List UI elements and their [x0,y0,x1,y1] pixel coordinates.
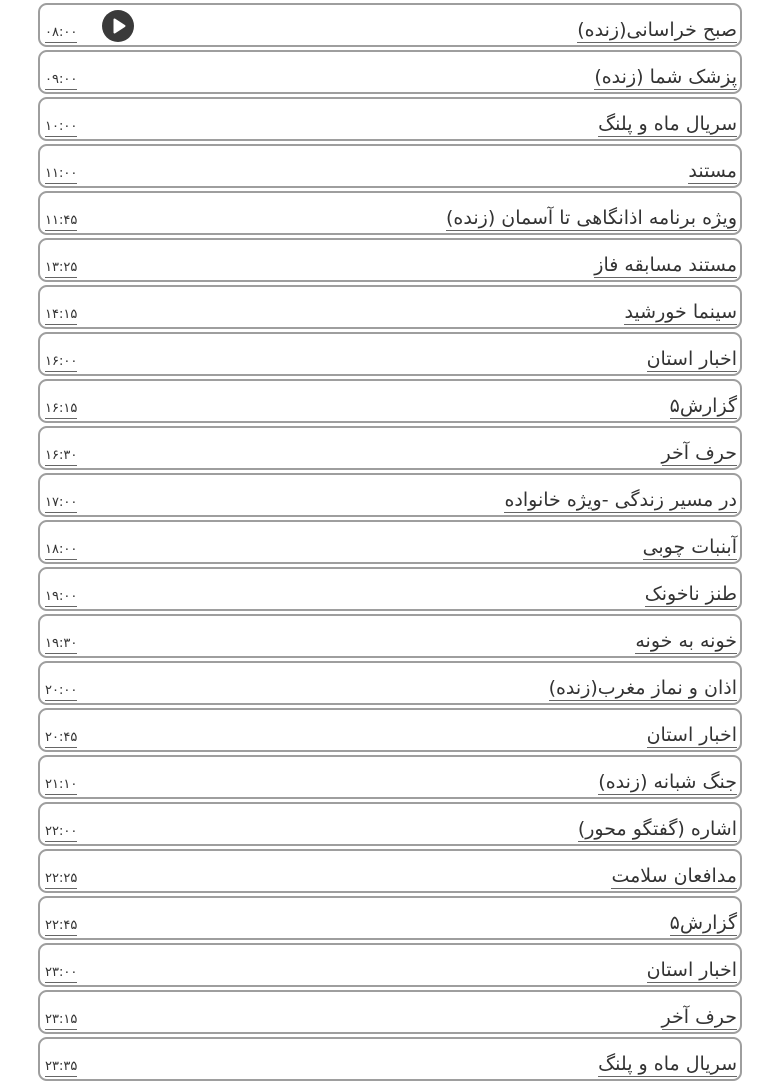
program-row[interactable] [38,379,742,423]
program-title: سینما خورشید [624,301,737,323]
program-title: مستند مسابقه فاز [594,254,737,276]
program-title: مستند [688,160,737,182]
program-row[interactable] [38,943,742,987]
program-time: ۱۶:۳۰ [45,447,77,466]
program-title: اخبار استان [646,348,737,370]
program-title: طنز ناخونک [644,583,737,605]
program-time: ۱۶:۱۵ [45,400,77,419]
program-time: ۲۳:۰۰ [45,964,77,983]
program-schedule-list [38,3,742,1084]
program-time: ۱۱:۰۰ [45,165,77,184]
program-row[interactable] [38,520,742,564]
program-title: مدافعان سلامت [611,865,737,887]
program-title: اخبار استان [646,959,737,981]
program-row[interactable] [38,97,742,141]
program-row[interactable] [38,802,742,846]
program-row[interactable] [38,473,742,517]
program-time: ۰۸:۰۰ [45,24,77,43]
program-row[interactable] [38,285,742,329]
program-time: ۲۰:۰۰ [45,682,77,701]
program-row[interactable] [38,614,742,658]
program-title: اخبار استان [646,724,737,746]
program-title: خونه به خونه [635,630,737,652]
program-time: ۱۰:۰۰ [45,118,77,137]
program-row[interactable] [38,1037,742,1081]
program-title: ویژه برنامه اذانگاهی تا آسمان (زنده) [446,207,737,229]
program-time: ۲۲:۲۵ [45,870,77,889]
program-row[interactable] [38,50,742,94]
program-time: ۲۳:۳۵ [45,1058,77,1077]
program-row[interactable] [38,144,742,188]
program-row[interactable] [38,3,742,47]
program-time: ۱۹:۳۰ [45,635,77,654]
program-time: ۱۴:۱۵ [45,306,77,325]
program-title: اشاره (گفتگو محور) [577,818,737,840]
program-title: حرف آخر [661,1006,737,1028]
program-time: ۱۹:۰۰ [45,588,77,607]
program-row[interactable] [38,426,742,470]
program-time: ۰۹:۰۰ [45,71,77,90]
program-row[interactable] [38,191,742,235]
program-title: حرف آخر [661,442,737,464]
program-row[interactable] [38,990,742,1034]
program-title: گزارش۵ [669,395,737,417]
program-time: ۱۶:۰۰ [45,353,77,372]
program-time: ۱۷:۰۰ [45,494,77,513]
program-row[interactable] [38,238,742,282]
program-time: ۱۱:۴۵ [45,212,77,231]
program-row[interactable] [38,567,742,611]
program-time: ۱۸:۰۰ [45,541,77,560]
program-time: ۲۳:۱۵ [45,1011,77,1030]
program-title: آبنبات چوبی [642,536,737,558]
program-title: سریال ماه و پلنگ [598,1053,737,1075]
program-time: ۱۳:۲۵ [45,259,77,278]
program-time: ۲۱:۱۰ [45,776,77,795]
program-time: ۲۲:۰۰ [45,823,77,842]
program-row[interactable] [38,849,742,893]
play-icon [102,10,134,42]
program-title: سریال ماه و پلنگ [598,113,737,135]
program-row[interactable] [38,708,742,752]
program-title: جنگ شبانه (زنده) [598,771,737,793]
program-title: اذان و نماز مغرب(زنده) [548,677,737,699]
program-row[interactable] [38,661,742,705]
play-button[interactable] [102,10,134,42]
program-row[interactable] [38,332,742,376]
program-time: ۲۰:۴۵ [45,729,77,748]
program-title: پزشک شما (زنده) [594,66,737,88]
program-time: ۲۲:۴۵ [45,917,77,936]
program-title: گزارش۵ [669,912,737,934]
program-title: صبح خراسانی(زنده) [577,19,737,41]
program-row[interactable] [38,755,742,799]
program-row[interactable] [38,896,742,940]
program-title: در مسیر زندگی -ویژه خانواده [504,489,737,511]
